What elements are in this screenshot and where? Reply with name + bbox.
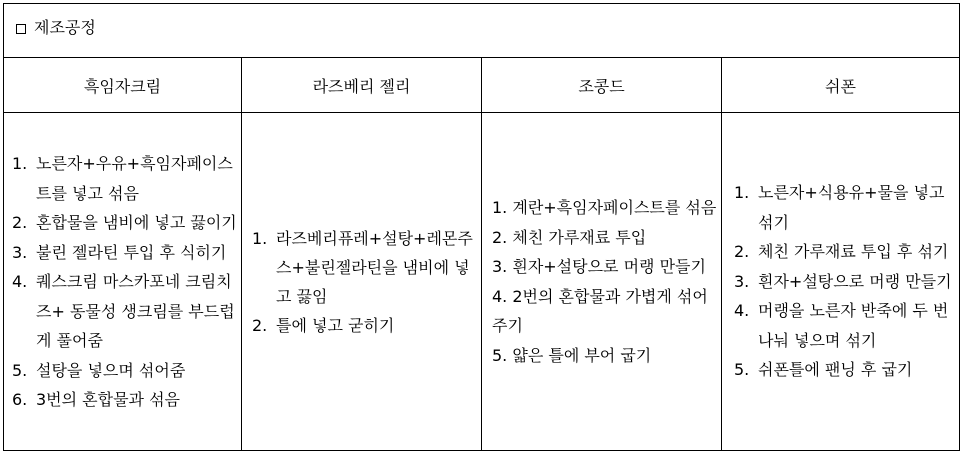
steps-cell-chiffon (721, 113, 959, 450)
steps-cell-raspberry-jelly (241, 113, 481, 450)
list-item: 6. 3번의 혼합물과 섞음 (12, 390, 180, 410)
process-table (3, 3, 960, 451)
column-header-black-sesame-cream: 흑임자크림 (83, 76, 162, 96)
list-item: 3. 흰자+설탕으로 머랭 만들기 (492, 257, 706, 276)
steps-list (4, 148, 241, 415)
list-item: 5. 얇은 틀에 부어 굽기 (492, 345, 652, 365)
list-item: 4. 머랭을 노른자 반죽에 두 번 나눠 넣으며 섞기 (734, 301, 949, 350)
list-item: 1. 노른자+식용유+물을 넣고 섞기 (734, 183, 945, 232)
list-item: 2. 체친 가루재료 투입 (492, 227, 647, 247)
steps-list (242, 224, 481, 340)
list-item: 5. 쉬폰틀에 팬닝 후 굽기 (734, 360, 913, 380)
column-header-raspberry-jelly: 라즈베리 젤리 (241, 58, 481, 112)
steps-cell-joconde (481, 113, 721, 450)
list-item: 4. 퀘스크림 마스카포네 크림치즈+ 동물성 생크림를 부드럽게 풀어줌 (12, 272, 235, 351)
section-title: 제조공정 (34, 18, 96, 37)
steps-list (722, 178, 959, 385)
list-item: 2. 혼합물을 냄비에 넣고 끓이기 (12, 213, 237, 233)
list-item: 5. 설탕을 넣으며 섞어줌 (12, 360, 186, 380)
list-item: 2. 체친 가루재료 투입 후 섞기 (734, 242, 949, 262)
steps-cell-black-sesame-cream (4, 113, 241, 450)
list-item: 1. 계란+흑임자페이스트를 섞음 (492, 198, 717, 217)
column-header-chiffon: 쉬폰 (721, 58, 959, 112)
checkbox-bullet-icon (16, 24, 26, 34)
header-row (4, 58, 959, 113)
list-item: 3. 흰자+설탕으로 머랭 만들기 (734, 271, 952, 291)
list-item: 1. 노른자+우유+흑임자페이스트를 넣고 섞음 (12, 154, 233, 203)
steps-row (4, 113, 959, 450)
list-item: 3. 불린 젤라틴 투입 후 식히기 (12, 242, 227, 262)
section-title-row (4, 4, 959, 58)
list-item: 1. 라즈베리퓨레+설탕+레몬주스+불린젤라틴을 냄비에 넣고 끓임 (252, 228, 473, 306)
column-header-joconde: 조콩드 (481, 58, 721, 112)
list-item: 4. 2번의 혼합물과 가볍게 섞어주기 (492, 286, 708, 335)
list-item: 2. 틀에 넣고 굳히기 (252, 315, 395, 335)
steps-list (482, 193, 721, 370)
